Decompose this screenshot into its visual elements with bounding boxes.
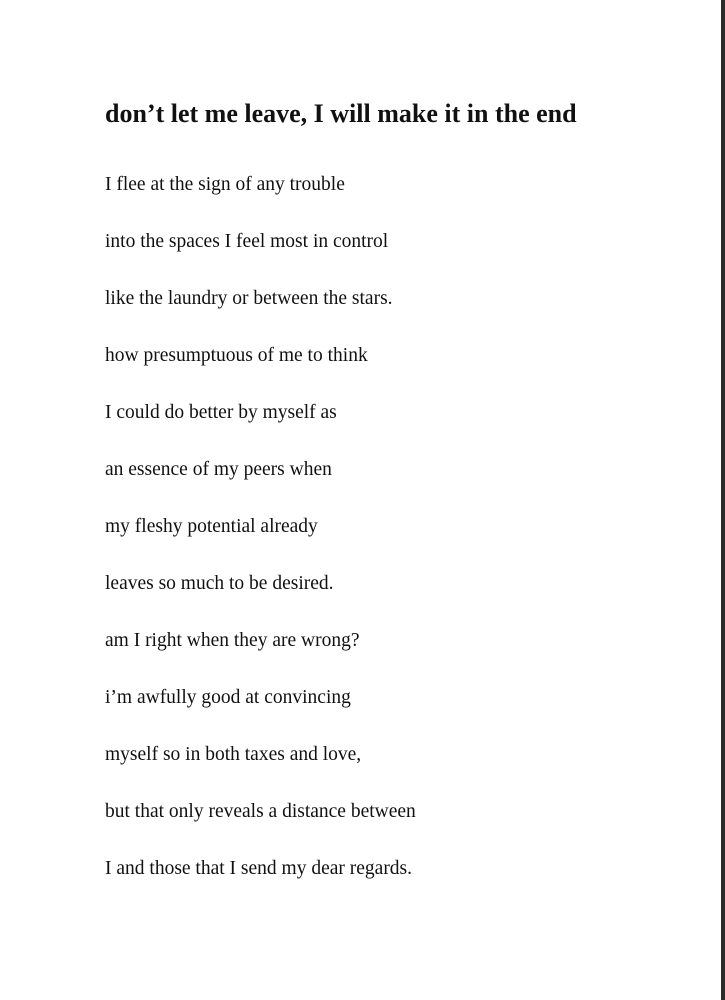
poem-title: don’t let me leave, I will make it in the end xyxy=(105,99,577,128)
poem-line: like the laundry or between the stars. xyxy=(105,288,393,309)
poem-line: myself so in both taxes and love, xyxy=(105,744,362,765)
poem-line: but that only reveals a distance between xyxy=(105,801,416,822)
poem-body xyxy=(105,170,416,911)
poem-line: how presumptuous of me to think xyxy=(105,345,368,366)
poem-line: am I right when they are wrong? xyxy=(105,630,360,651)
poem-line: into the spaces I feel most in control xyxy=(105,231,389,252)
page-edge-divider xyxy=(721,0,725,1000)
poem-line: I and those that I send my dear regards. xyxy=(105,858,413,879)
poem-line: my fleshy potential already xyxy=(105,516,318,537)
poem-line: leaves so much to be desired. xyxy=(105,573,334,594)
poem-line: I could do better by myself as xyxy=(105,402,337,423)
poem-line: an essence of my peers when xyxy=(105,459,332,480)
poem-line: i’m awfully good at convincing xyxy=(105,687,351,708)
poem-line: I flee at the sign of any trouble xyxy=(105,174,345,195)
